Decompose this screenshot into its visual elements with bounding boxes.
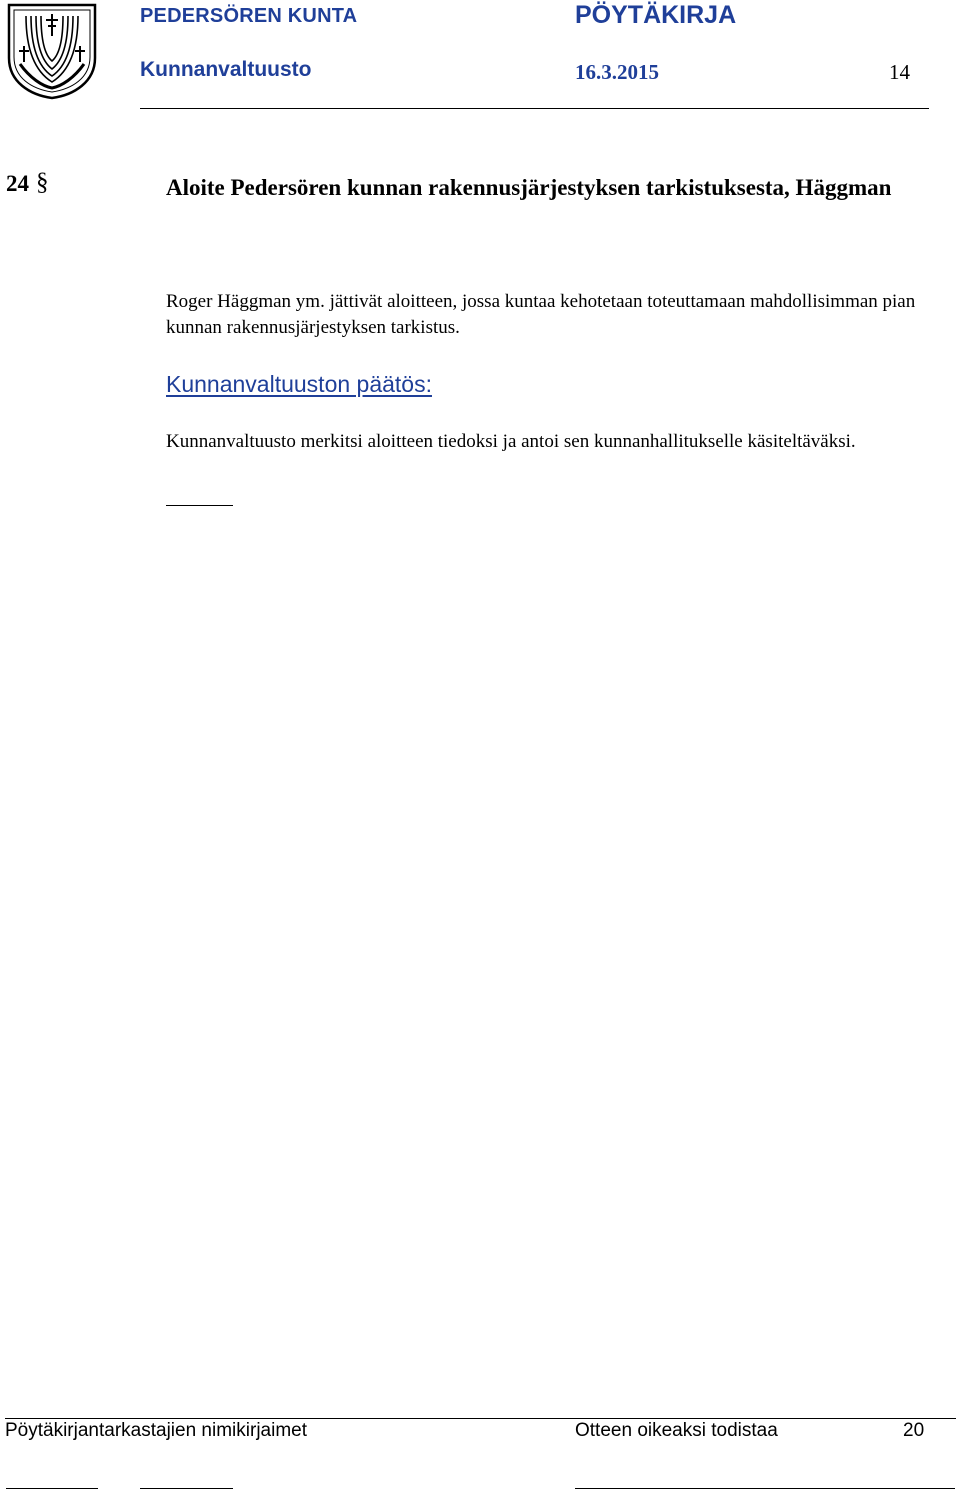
coat-of-arms-icon bbox=[6, 2, 98, 100]
meeting-date: 16.3.2015 bbox=[575, 60, 659, 84]
section-sign: § bbox=[36, 169, 49, 196]
decision-heading: Kunnanvaltuuston päätös: bbox=[166, 371, 432, 397]
initials-signature-line-1 bbox=[6, 1488, 98, 1489]
initials-label: Pöytäkirjantarkastajien nimikirjaimet bbox=[5, 1420, 307, 1441]
page-number: 14 bbox=[889, 60, 910, 84]
document-type: PÖYTÄKIRJA bbox=[575, 1, 737, 29]
header-divider bbox=[140, 108, 929, 109]
organization-name: PEDERSÖREN KUNTA bbox=[140, 5, 358, 27]
section-title: Aloite Pedersören kunnan rakennusjärjestyksen tarkistuksesta, Häggman bbox=[166, 175, 892, 200]
certified-label: Otteen oikeaksi todistaa bbox=[575, 1420, 778, 1441]
certification-signature-line bbox=[575, 1488, 955, 1489]
section-end-line bbox=[166, 505, 233, 506]
decision-text: Kunnanvaltuusto merkitsi aloitteen tiedoksi ja antoi sen kunnanhallitukselle käsiteltäväksi. bbox=[166, 431, 856, 452]
council-name: Kunnanvaltuusto bbox=[140, 58, 312, 81]
section-number: 24 bbox=[6, 171, 29, 196]
initials-signature-line-2 bbox=[140, 1488, 233, 1489]
footer-divider bbox=[5, 1418, 956, 1419]
footer-number: 20 bbox=[903, 1420, 925, 1441]
initiative-description: Roger Häggman ym. jättivät aloitteen, jossa kuntaa kehotetaan toteuttamaan mahdollisimman pian kunnan rakennusjärjestyksen tarkistus. bbox=[166, 291, 916, 338]
